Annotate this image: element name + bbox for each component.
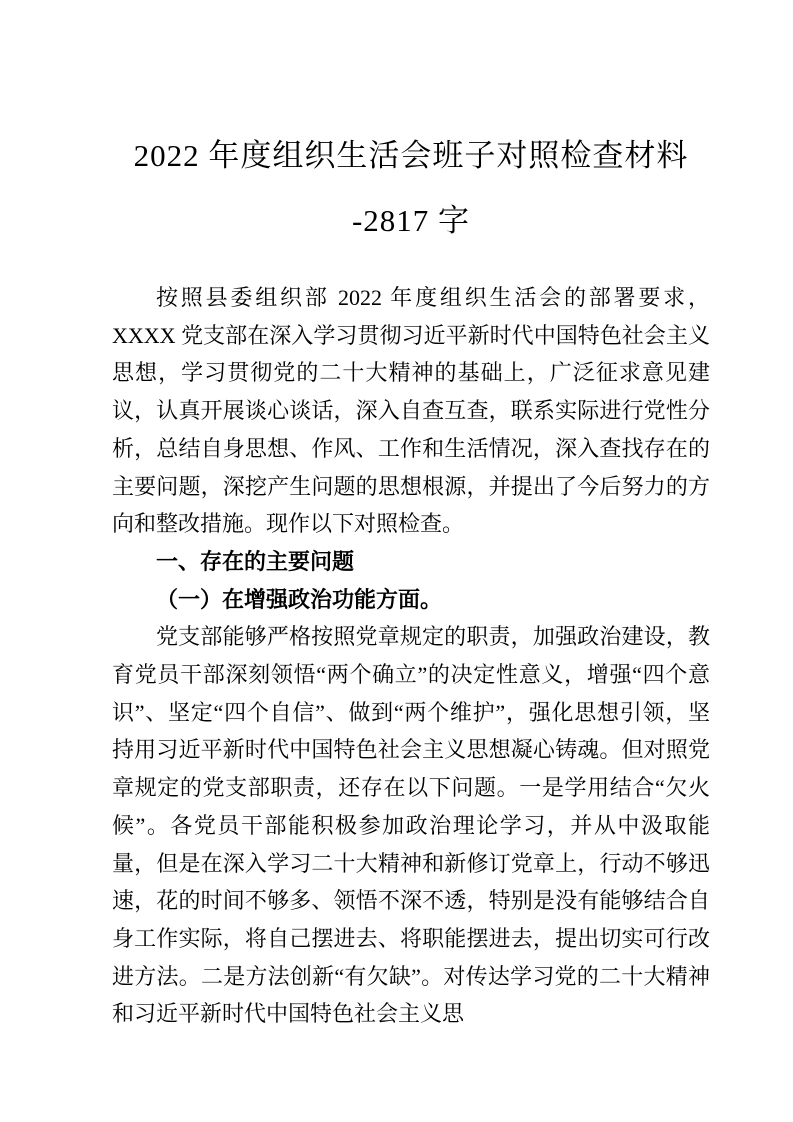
document-title-line1: 2022 年度组织生活会班子对照检查材料 — [133, 138, 689, 173]
paragraph-intro: 按照县委组织部 2022 年度组织生活会的部署要求，XXXX 党支部在深入学习贯彻习近平新时代中国特色社会主义思想，学习贯彻党的二十大精神的基础上，广泛征求意见建议，认真开展谈心谈话，深入自查互查，联系实际进行党性分析，总结自身思想、作风、工作和生活情况，深入查找存在的主要问题，深挖产生问题的思想根源，并提出了今后努力的方向和整改措施。现作以下对照检查。 — [112, 285, 710, 537]
subsection-heading-political-function: （一）在增强政治功能方面。 — [156, 586, 443, 612]
paragraph-political-function-body: 党支部能够严格按照党章规定的职责，加强政治建设，教育党员干部深刻领悟“两个确立”的决定性意义，增强“四个意识”、坚定“四个自信”、做到“两个维护”，强化思想引领，坚持用习近平新时代中国特色社会主义思想凝心铸魂。但对照党章规定的党支部职责，还存在以下问题。一是学用结合“欠火候”。各党员干部能积极参加政治理论学习，并从中汲取能量，但是在深入学习二十大精神和新修订党章上，行动不够迅速，花的时间不够多、领悟不深不透，特别是没有能够结合自身工作实际，将自己摆进去、将职能摆进去，提出切实可行改进方法。二是方法创新“有欠缺”。对传达学习党的二十大精神和习近平新时代中国特色社会主义思 — [112, 624, 711, 1027]
document-title-line2: -2817 字 — [351, 203, 471, 238]
document-title — [112, 123, 710, 253]
document-body — [112, 279, 710, 1033]
section-heading-main-problems: 一、存在的主要问题 — [156, 548, 355, 574]
